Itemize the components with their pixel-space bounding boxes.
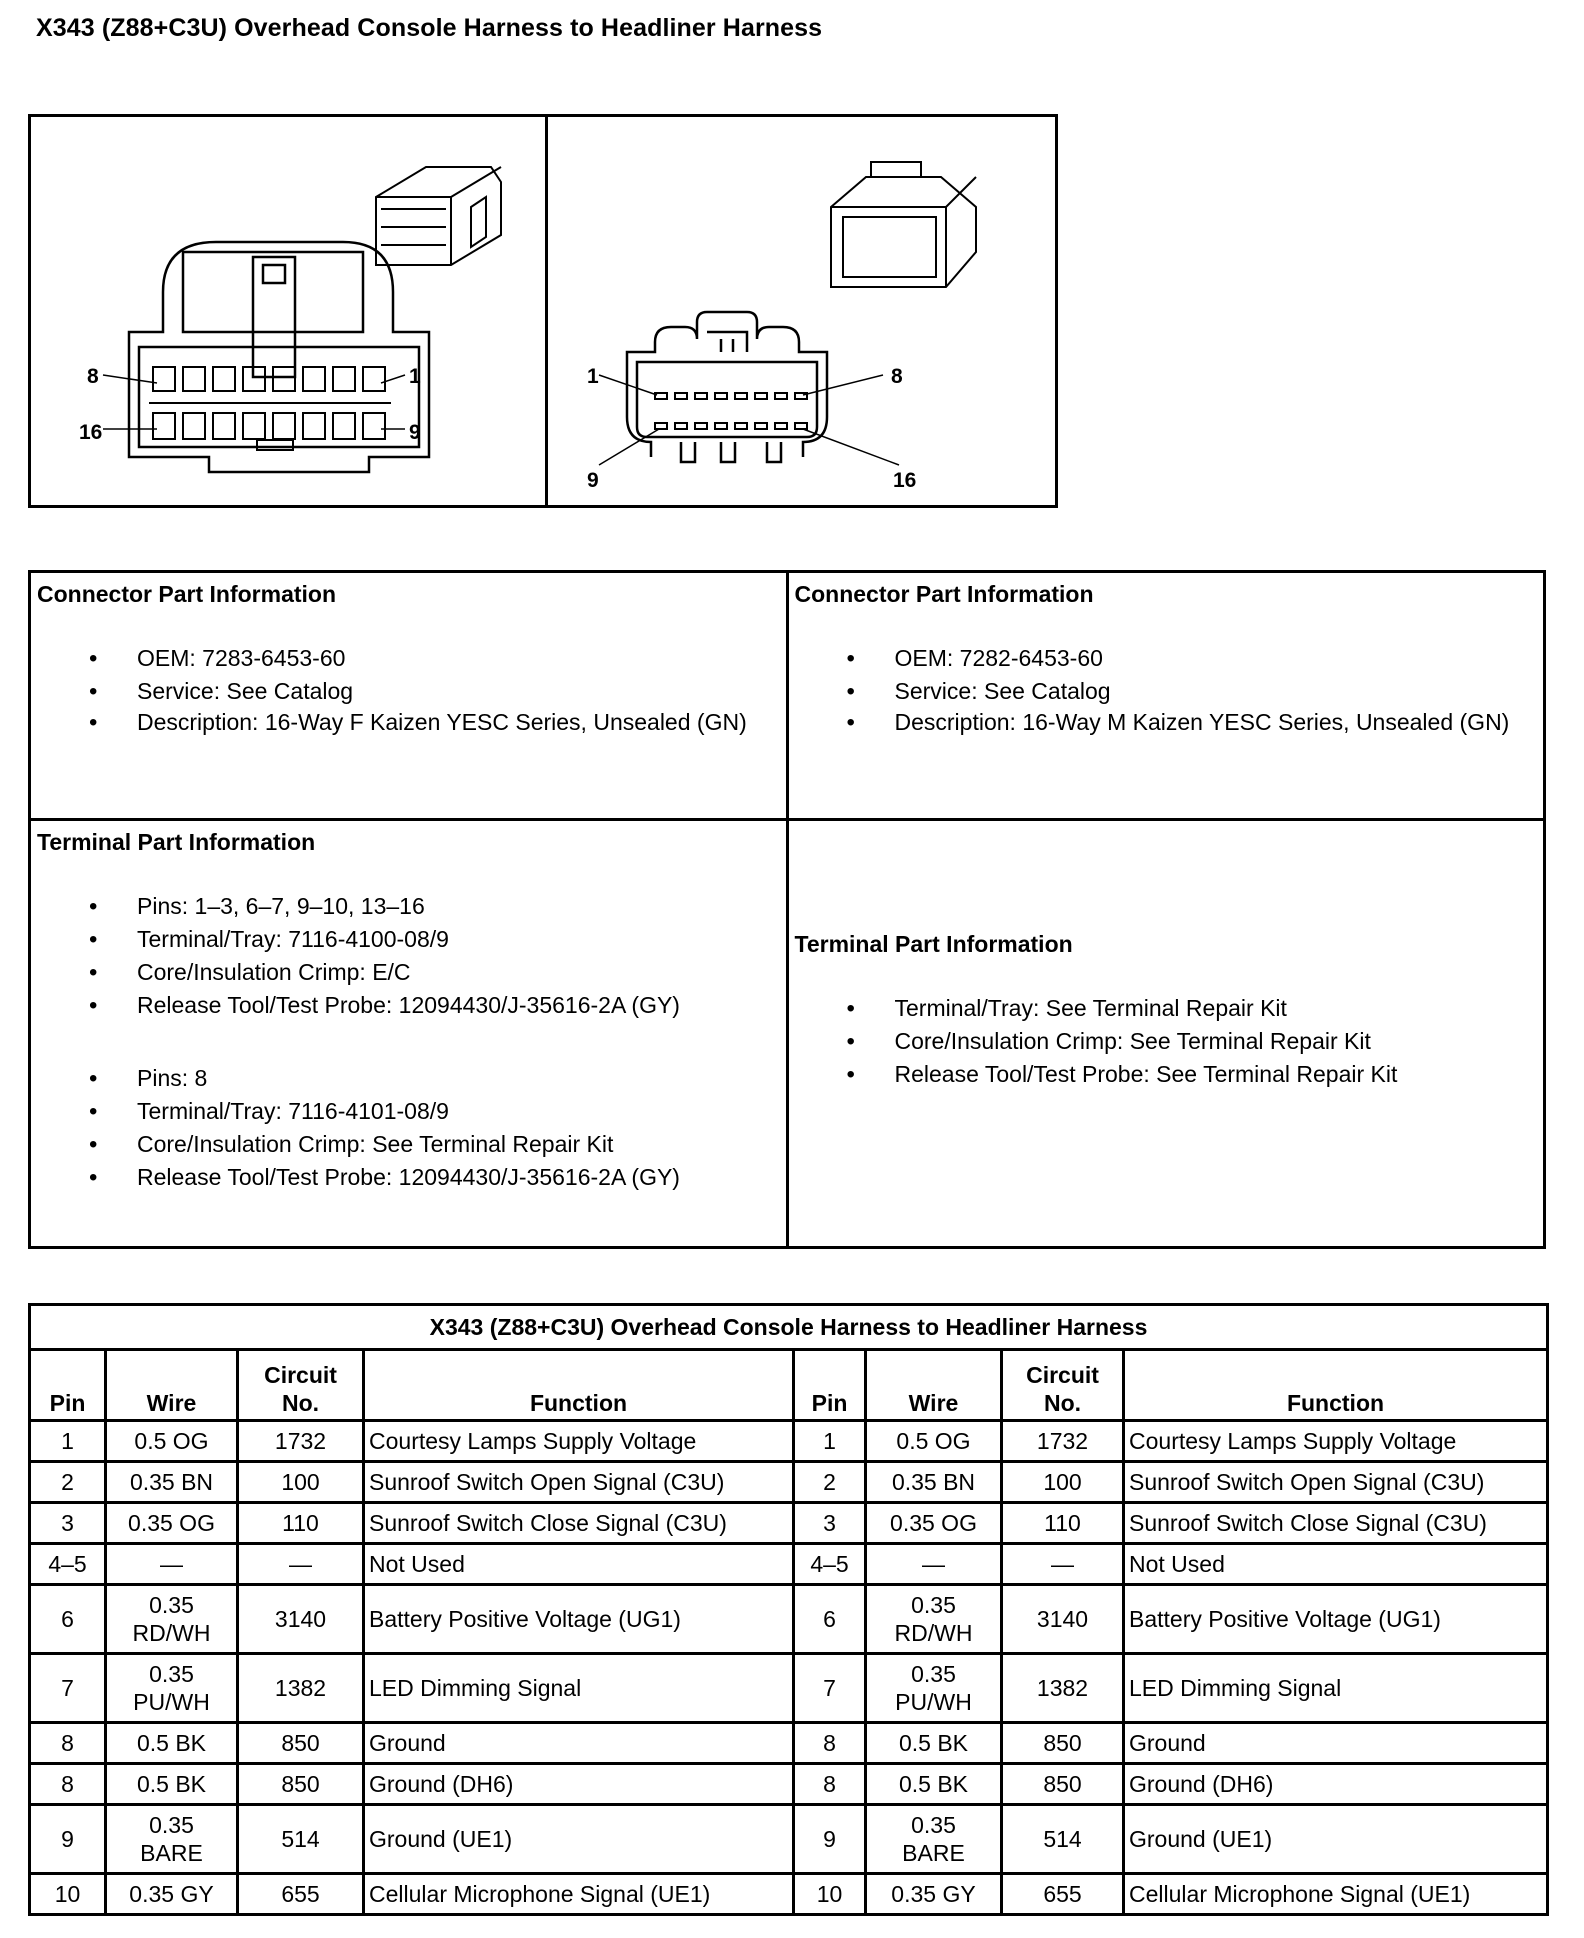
cell-pin: 8	[30, 1764, 106, 1805]
cell-pin: 6	[794, 1585, 866, 1654]
cell-function: Courtesy Lamps Supply Voltage	[364, 1421, 794, 1462]
cell-function: Cellular Microphone Signal (UE1)	[364, 1874, 794, 1915]
cell-circuit: 3140	[238, 1585, 364, 1654]
table-row	[30, 1654, 1548, 1723]
list-item: • OEM: 7282-6453-60	[795, 642, 1538, 675]
cell-pin: 1	[794, 1421, 866, 1462]
female-connector-isometric	[376, 167, 501, 265]
cell-circuit: 514	[238, 1805, 364, 1874]
list-item: • Terminal/Tray: 7116-4101-08/9	[37, 1095, 780, 1128]
list-item: • Pins: 8	[37, 1062, 780, 1095]
page-title: X343 (Z88+C3U) Overhead Console Harness to Headliner Harness	[36, 14, 823, 42]
cell-wire: —	[106, 1544, 238, 1585]
cell-pin: 8	[794, 1764, 866, 1805]
table-row	[30, 1462, 1548, 1503]
female-connector-face	[103, 242, 429, 472]
cell-pin: 7	[794, 1654, 866, 1723]
column-header-function: Function	[1124, 1350, 1548, 1421]
table-row	[30, 1764, 1548, 1805]
cell-function: Ground (DH6)	[1124, 1764, 1548, 1805]
list-item: • Service: See Catalog	[37, 675, 780, 708]
pin-label: 8	[87, 365, 99, 388]
pin-label: 16	[79, 421, 103, 444]
connector-info-left	[30, 572, 788, 820]
column-header-circuit: Circuit No.	[1002, 1350, 1124, 1421]
cell-wire: 0.5 OG	[866, 1421, 1002, 1462]
list-item: • Release Tool/Test Probe: 12094430/J-35616-2A (GY)	[37, 1161, 780, 1194]
section-header: Connector Part Information	[37, 581, 337, 607]
male-connector-isometric	[831, 162, 976, 287]
part-info-table	[28, 570, 1546, 1249]
list-item: • Service: See Catalog	[795, 675, 1538, 708]
list-item: • Description: 16-Way F Kaizen YESC Series, Unsealed (GN)	[37, 708, 780, 737]
cell-wire: 0.35 PU/WH	[866, 1654, 1002, 1723]
connector-info-right	[787, 572, 1545, 820]
terminal-info-left	[30, 820, 788, 1248]
cell-wire: 0.5 BK	[866, 1723, 1002, 1764]
table-row	[30, 1874, 1548, 1915]
cell-pin: 7	[30, 1654, 106, 1723]
cell-function: Ground	[364, 1723, 794, 1764]
table-row	[30, 1544, 1548, 1585]
list-item: • Release Tool/Test Probe: 12094430/J-35616-2A (GY)	[37, 989, 780, 1022]
cell-circuit: 850	[238, 1764, 364, 1805]
cell-pin: 3	[794, 1503, 866, 1544]
cell-pin: 9	[30, 1805, 106, 1874]
cell-pin: 6	[30, 1585, 106, 1654]
pinout-table	[28, 1303, 1549, 1916]
cell-circuit: 1382	[238, 1654, 364, 1723]
cell-function: Ground (DH6)	[364, 1764, 794, 1805]
cell-function: LED Dimming Signal	[1124, 1654, 1548, 1723]
cell-function: Not Used	[1124, 1544, 1548, 1585]
list-item: • Description: 16-Way M Kaizen YESC Series, Unsealed (GN)	[795, 708, 1538, 737]
cell-pin: 3	[30, 1503, 106, 1544]
cell-function: LED Dimming Signal	[364, 1654, 794, 1723]
column-header-pin: Pin	[794, 1350, 866, 1421]
cell-function: Battery Positive Voltage (UG1)	[364, 1585, 794, 1654]
cell-pin: 10	[30, 1874, 106, 1915]
table-row	[30, 1805, 1548, 1874]
cell-circuit: —	[238, 1544, 364, 1585]
pin-label: 1	[409, 365, 421, 388]
cell-circuit: 110	[238, 1503, 364, 1544]
column-header-wire: Wire	[106, 1350, 238, 1421]
cell-circuit: 655	[1002, 1874, 1124, 1915]
cell-wire: 0.35 BARE	[106, 1805, 238, 1874]
cell-wire: 0.35 BN	[866, 1462, 1002, 1503]
cell-pin: 2	[30, 1462, 106, 1503]
pin-label: 16	[893, 469, 917, 492]
list-item: • OEM: 7283-6453-60	[37, 642, 780, 675]
cell-wire: —	[866, 1544, 1002, 1585]
cell-circuit: 1732	[238, 1421, 364, 1462]
pin-label: 1	[587, 365, 599, 388]
table-row	[30, 1421, 1548, 1462]
cell-wire: 0.35 RD/WH	[866, 1585, 1002, 1654]
column-header-pin: Pin	[30, 1350, 106, 1421]
cell-circuit: 514	[1002, 1805, 1124, 1874]
cell-circuit: 850	[1002, 1723, 1124, 1764]
cell-function: Sunroof Switch Close Signal (C3U)	[1124, 1503, 1548, 1544]
section-header: Connector Part Information	[794, 581, 1094, 607]
list-item: • Core/Insulation Crimp: See Terminal Repair Kit	[795, 1025, 1538, 1058]
cell-pin: 10	[794, 1874, 866, 1915]
cell-wire: 0.35 BARE	[866, 1805, 1002, 1874]
cell-function: Battery Positive Voltage (UG1)	[1124, 1585, 1548, 1654]
cell-wire: 0.5 BK	[866, 1764, 1002, 1805]
pin-label: 9	[587, 469, 599, 492]
column-header-function: Function	[364, 1350, 794, 1421]
table-row	[30, 1723, 1548, 1764]
terminal-info-right	[787, 820, 1545, 1248]
connector-diagram-panel	[28, 114, 1058, 508]
cell-pin: 4–5	[30, 1544, 106, 1585]
cell-circuit: 850	[1002, 1764, 1124, 1805]
cell-circuit: 110	[1002, 1503, 1124, 1544]
cell-wire: 0.5 BK	[106, 1723, 238, 1764]
cell-circuit: 655	[238, 1874, 364, 1915]
cell-function: Courtesy Lamps Supply Voltage	[1124, 1421, 1548, 1462]
cell-wire: 0.35 PU/WH	[106, 1654, 238, 1723]
cell-circuit: 850	[238, 1723, 364, 1764]
cell-wire: 0.35 RD/WH	[106, 1585, 238, 1654]
cell-pin: 8	[30, 1723, 106, 1764]
cell-wire: 0.35 OG	[106, 1503, 238, 1544]
cell-pin: 4–5	[794, 1544, 866, 1585]
cell-circuit: 3140	[1002, 1585, 1124, 1654]
column-header-circuit: Circuit No.	[238, 1350, 364, 1421]
pin-label: 9	[409, 421, 421, 444]
cell-wire: 0.35 OG	[866, 1503, 1002, 1544]
table-row	[30, 1503, 1548, 1544]
cell-wire: 0.35 GY	[866, 1874, 1002, 1915]
cell-wire: 0.35 BN	[106, 1462, 238, 1503]
cell-pin: 1	[30, 1421, 106, 1462]
list-item: • Terminal/Tray: See Terminal Repair Kit	[795, 992, 1538, 1025]
table-caption: X343 (Z88+C3U) Overhead Console Harness to Headliner Harness	[30, 1305, 1548, 1350]
cell-function: Cellular Microphone Signal (UE1)	[1124, 1874, 1548, 1915]
section-header: Terminal Part Information	[37, 829, 316, 855]
list-item: • Pins: 1–3, 6–7, 9–10, 13–16	[37, 890, 780, 923]
cell-wire: 0.35 GY	[106, 1874, 238, 1915]
list-item: • Release Tool/Test Probe: See Terminal Repair Kit	[795, 1058, 1538, 1091]
list-item: • Terminal/Tray: 7116-4100-08/9	[37, 923, 780, 956]
table-row	[30, 1585, 1548, 1654]
cell-circuit: 100	[238, 1462, 364, 1503]
cell-function: Not Used	[364, 1544, 794, 1585]
cell-circuit: —	[1002, 1544, 1124, 1585]
section-header: Terminal Part Information	[794, 931, 1073, 957]
cell-wire: 0.5 BK	[106, 1764, 238, 1805]
cell-pin: 9	[794, 1805, 866, 1874]
list-item: • Core/Insulation Crimp: E/C	[37, 956, 780, 989]
cell-function: Ground	[1124, 1723, 1548, 1764]
pin-label: 8	[891, 365, 903, 388]
connector-diagrams	[31, 117, 1055, 505]
cell-circuit: 1732	[1002, 1421, 1124, 1462]
male-connector-face	[599, 312, 899, 465]
cell-circuit: 1382	[1002, 1654, 1124, 1723]
column-header-wire: Wire	[866, 1350, 1002, 1421]
cell-function: Sunroof Switch Close Signal (C3U)	[364, 1503, 794, 1544]
cell-circuit: 100	[1002, 1462, 1124, 1503]
list-item: • Core/Insulation Crimp: See Terminal Repair Kit	[37, 1128, 780, 1161]
cell-function: Ground (UE1)	[1124, 1805, 1548, 1874]
cell-function: Sunroof Switch Open Signal (C3U)	[1124, 1462, 1548, 1503]
cell-wire: 0.5 OG	[106, 1421, 238, 1462]
cell-pin: 8	[794, 1723, 866, 1764]
cell-function: Ground (UE1)	[364, 1805, 794, 1874]
cell-pin: 2	[794, 1462, 866, 1503]
cell-function: Sunroof Switch Open Signal (C3U)	[364, 1462, 794, 1503]
